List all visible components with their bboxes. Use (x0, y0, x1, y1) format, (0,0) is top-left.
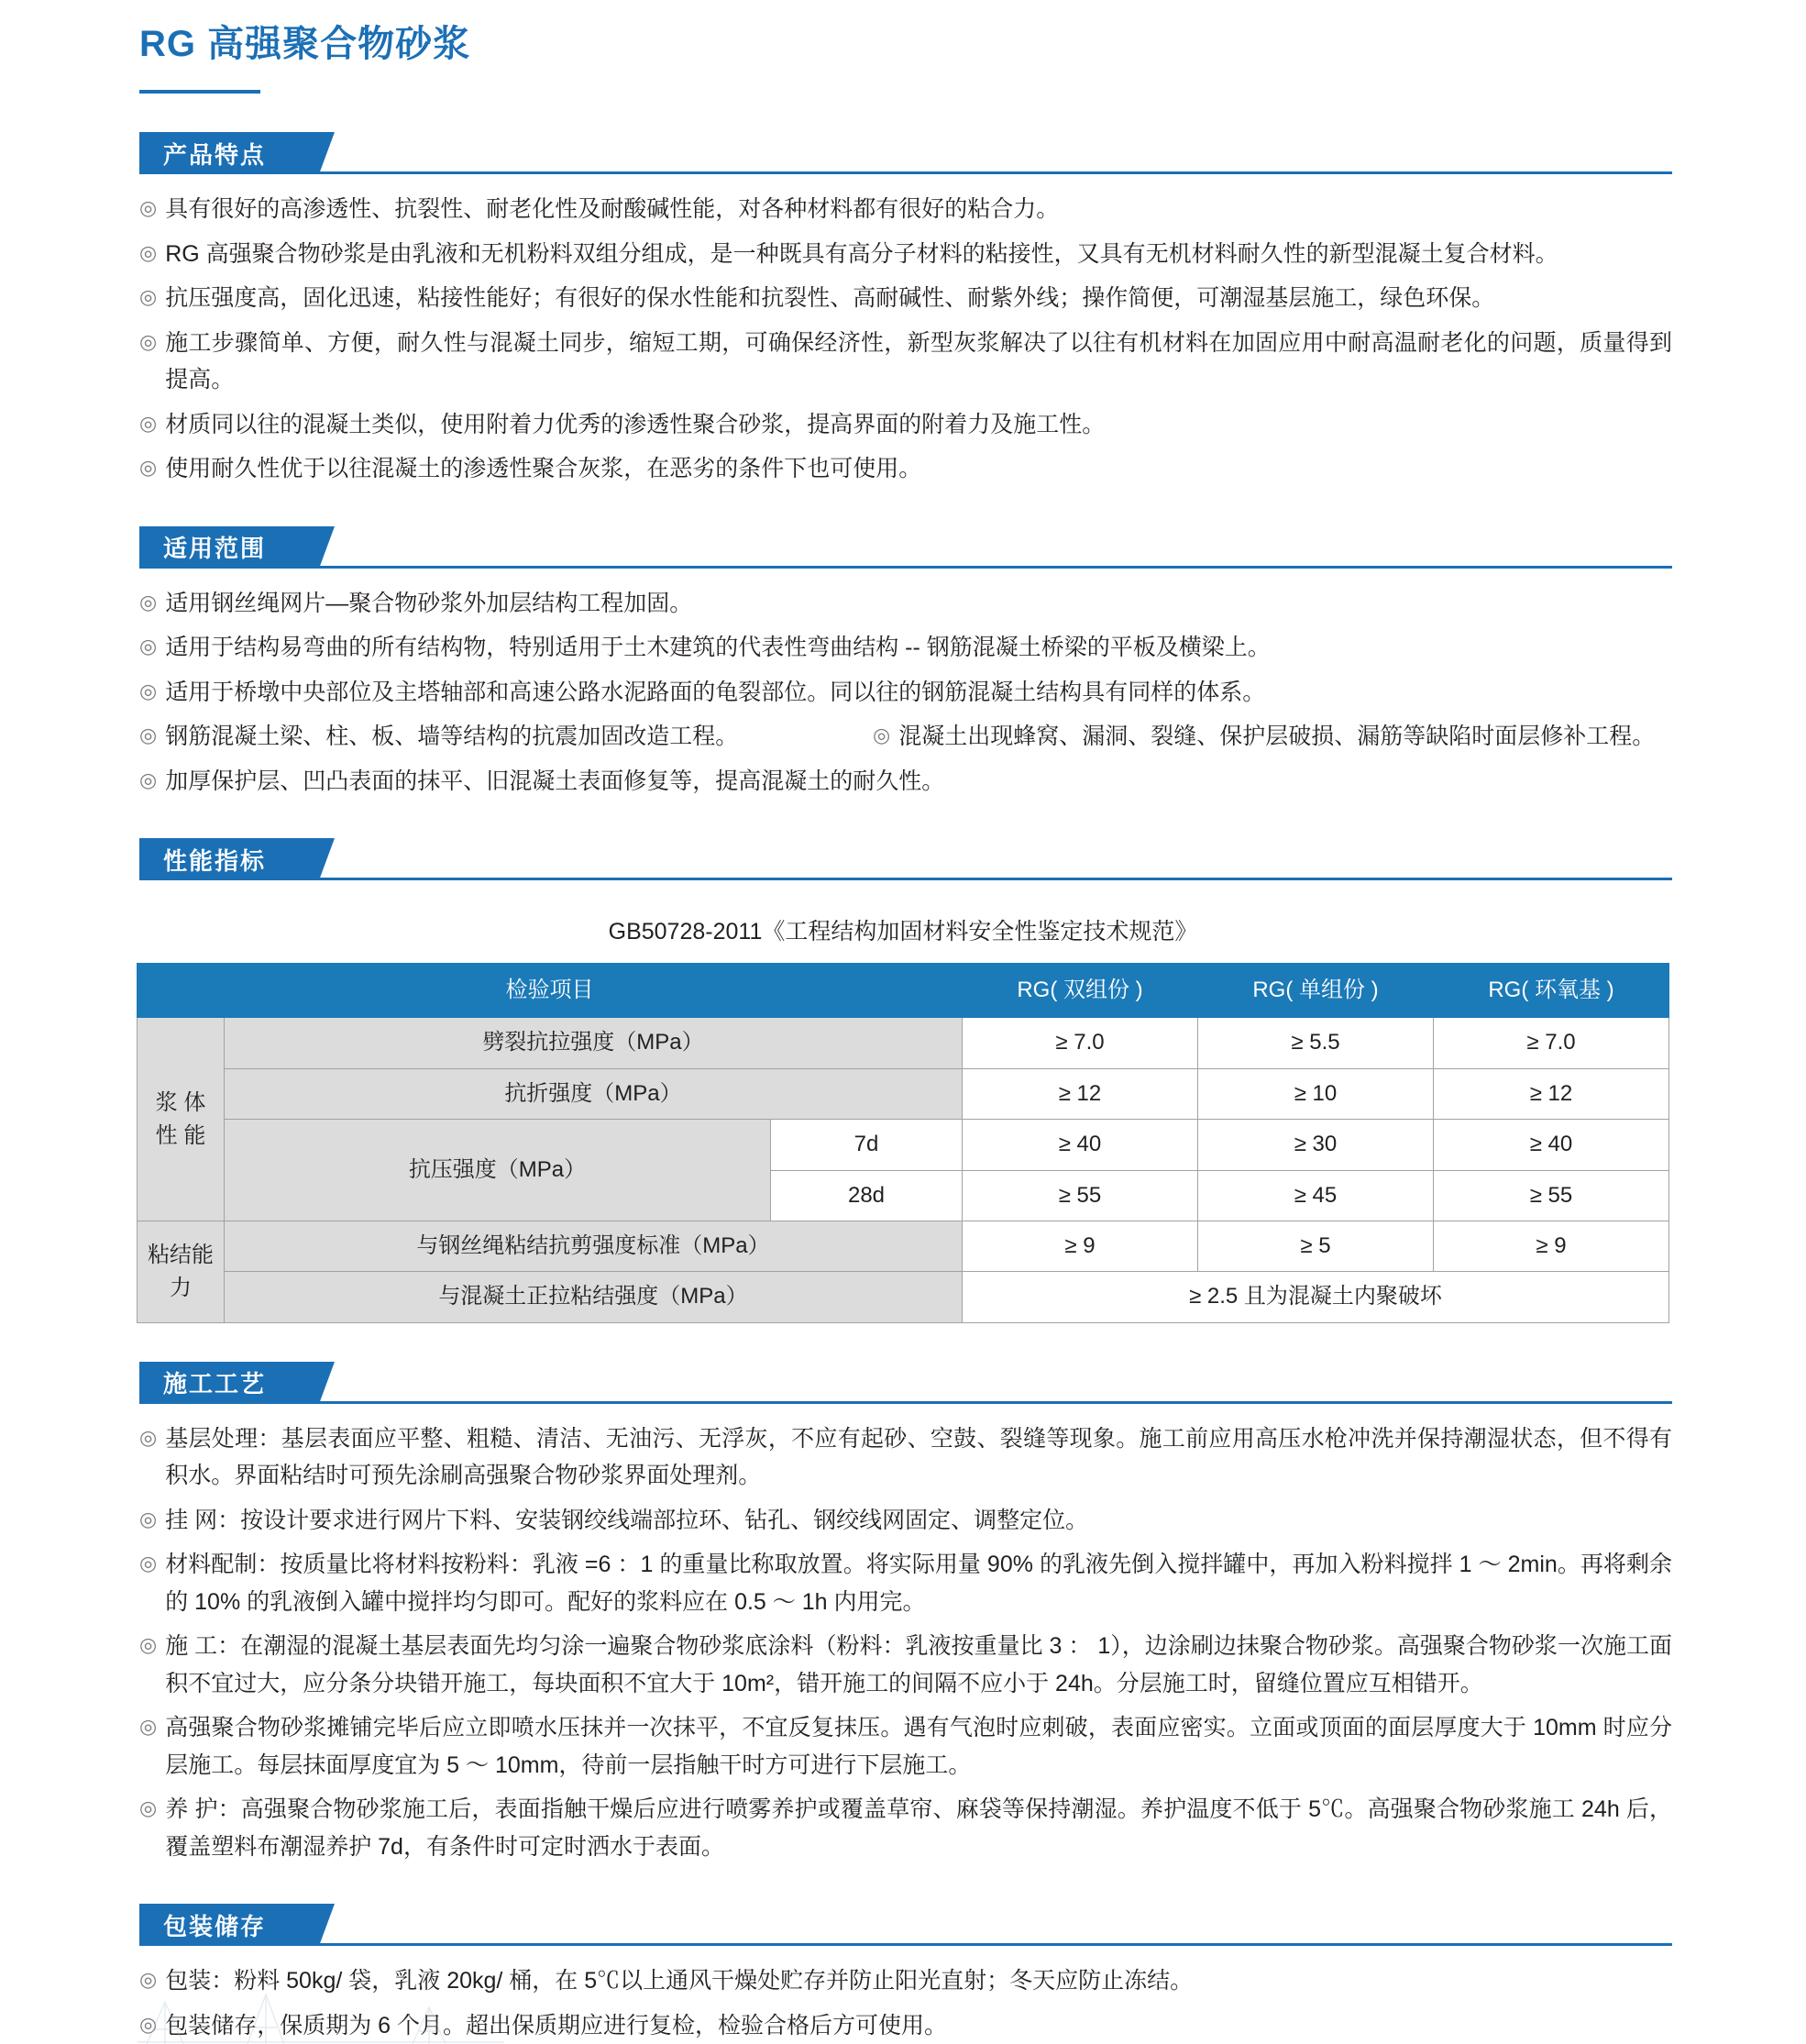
cell-value: ≥ 7.0 (963, 1018, 1198, 1068)
list-item (139, 674, 1672, 712)
row-label: 与混凝土正拉粘结强度（MPa） (225, 1272, 963, 1322)
list-item (139, 1502, 1672, 1540)
cell-value: ≥ 7.0 (1434, 1018, 1669, 1068)
scope-list (139, 585, 1672, 801)
row-label: 与钢丝绳粘结抗剪强度标准（MPa） (225, 1221, 963, 1271)
row-sub-label: 28d (771, 1170, 963, 1221)
section-construction-process (0, 1362, 1806, 1866)
list-item-text: 包装：粉料 50kg/ 袋，乳液 20kg/ 桶，在 5℃以上通风干燥处贮存并防止阳光直射；冬天应防止冻结。 (165, 1968, 1194, 1994)
bullet-icon: ◎ (139, 2012, 158, 2036)
list-item (139, 1546, 1672, 1620)
list-item-text: 包装储存，保质期为 6 个月。超出保质期应进行复检，检验合格后方可使用。 (165, 2012, 948, 2038)
list-item (139, 718, 873, 756)
bullet-icon: ◎ (139, 1552, 158, 1575)
page-title: RG 高强聚合物砂浆 (139, 24, 471, 64)
section-performance-index (0, 838, 1806, 1323)
column-header-two-component: RG( 双组份 ) (963, 964, 1198, 1018)
cell-value: ≥ 45 (1198, 1170, 1434, 1221)
table-row (138, 1272, 1669, 1322)
table-row (138, 1068, 1669, 1119)
bullet-icon: ◎ (139, 240, 158, 264)
list-item (139, 450, 1672, 488)
list-item (139, 763, 1672, 801)
bullet-icon: ◎ (873, 724, 891, 746)
packaging-list (139, 1962, 1672, 2044)
list-item (139, 2007, 1672, 2044)
column-header-one-component: RG( 单组份 ) (1198, 964, 1434, 1018)
bullet-icon: ◎ (139, 329, 158, 353)
section-rule (139, 566, 1672, 569)
list-item-text: 养 护：高强聚合物砂浆施工后，表面指触干燥后应进行喷雾养护或覆盖草帘、麻袋等保持潮湿。养护温度不低于 5℃。高强聚合物砂浆施工 24h 后，覆盖塑料布潮湿养护 7d，有条件时可定时洒水于表面。 (165, 1796, 1672, 1860)
section-header (139, 838, 1672, 880)
row-group-slurry: 浆 体 性 能 (138, 1018, 225, 1221)
bullet-icon: ◎ (139, 590, 158, 613)
section-title: 产品特点 (139, 132, 319, 174)
list-item-text: 具有很好的高渗透性、抗裂性、耐老化性及耐酸碱性能，对各种材料都有很好的粘合力。 (165, 196, 1060, 222)
list-item (139, 1628, 1672, 1702)
cell-value: ≥ 12 (963, 1068, 1198, 1119)
cell-value: ≥ 55 (963, 1170, 1198, 1221)
bullet-icon: ◎ (139, 1968, 158, 1992)
table-header-row (138, 964, 1669, 1018)
list-item (139, 280, 1672, 317)
section-rule (139, 1401, 1672, 1404)
section-rule (139, 1943, 1672, 1946)
title-underline (139, 90, 260, 94)
cell-value: ≥ 55 (1434, 1170, 1669, 1221)
section-title: 性能指标 (139, 838, 319, 880)
section-title: 施工工艺 (139, 1362, 319, 1404)
bullet-icon: ◎ (139, 768, 158, 791)
table-row (138, 1221, 1669, 1271)
section-product-features (0, 132, 1806, 488)
bullet-icon: ◎ (139, 1796, 158, 1820)
bullet-icon: ◎ (139, 196, 158, 219)
row-sub-label: 7d (771, 1120, 963, 1170)
cell-value: ≥ 9 (1434, 1221, 1669, 1271)
list-item-text: 基层处理：基层表面应平整、粗糙、清洁、无油污、无浮灰，不应有起砂、空鼓、裂缝等现象。施工前应用高压水枪冲洗并保持潮湿状态，但不得有积水。界面粘结时可预先涂刷高强聚合物砂浆界面处理剂。 (165, 1425, 1672, 1489)
list-item-text: 材质同以往的混凝土类似，使用附着力优秀的渗透性聚合砂浆，提高界面的附着力及施工性。 (165, 411, 1106, 437)
list-item (139, 1420, 1672, 1495)
list-item (139, 1709, 1672, 1784)
section-title: 适用范围 (139, 526, 319, 569)
list-item-text: 高强聚合物砂浆摊铺完毕后应立即喷水压抹并一次抹平，不宜反复抹压。遇有气泡时应刺破，表面应密实。立面或顶面的面层厚度大于 10mm 时应分层施工。每层抹面厚度宜为 5 ～ 10mm，待前一层指触干时方可进行下层施工。 (165, 1715, 1672, 1778)
cell-value: ≥ 40 (1434, 1120, 1669, 1170)
list-item-text: 抗压强度高，固化迅速，粘接性能好；有很好的保水性能和抗裂性、高耐碱性、耐紫外线；操作简便，可潮湿基层施工，绿色环保。 (165, 285, 1495, 311)
section-header (139, 1904, 1672, 1946)
bullet-icon: ◎ (139, 1507, 158, 1530)
section-rule (139, 878, 1672, 880)
section-header (139, 132, 1672, 174)
row-label: 劈裂抗拉强度（MPa） (225, 1018, 963, 1068)
bullet-icon: ◎ (139, 635, 158, 657)
row-group-bonding: 粘结能力 (138, 1221, 225, 1322)
bullet-icon: ◎ (139, 285, 158, 308)
table-row (138, 1120, 1669, 1170)
cell-value: ≥ 5 (1198, 1221, 1434, 1271)
row-label: 抗压强度（MPa） (225, 1120, 771, 1221)
cell-value: ≥ 5.5 (1198, 1018, 1434, 1068)
section-header (139, 526, 1672, 569)
list-item-text: 施 工：在潮湿的混凝土基层表面先均匀涂一遍聚合物砂浆底涂料（粉料：乳液按重量比 3 ： 1），边涂刷边抹聚合物砂浆。高强聚合物砂浆一次施工面积不宜过大，应分条分块错开施工，每块面积不宜大于 10m²，错开施工的间隔不应小于 24h。分层施工时，留缝位置应互相错开。 (165, 1633, 1672, 1696)
bullet-icon: ◎ (139, 679, 158, 702)
bullet-icon: ◎ (139, 411, 158, 435)
feature-list (139, 191, 1672, 488)
list-item (873, 718, 1672, 756)
standard-reference: GB50728-2011《工程结构加固材料安全性鉴定技术规范》 (608, 919, 1198, 945)
cell-value: ≥ 40 (963, 1120, 1198, 1170)
column-header-epoxy: RG( 环氧基 ) (1434, 964, 1669, 1018)
cell-value: ≥ 2.5 且为混凝土内聚破坏 (963, 1272, 1669, 1322)
cell-value: ≥ 10 (1198, 1068, 1434, 1119)
bullet-icon: ◎ (139, 1633, 158, 1657)
list-item-text: 适用于结构易弯曲的所有结构物，特别适用于土木建筑的代表性弯曲结构 -- 钢筋混凝土桥梁的平板及横梁上。 (165, 635, 1271, 660)
performance-table (137, 963, 1669, 1323)
list-item-text: 材料配制：按质量比将材料按粉料：乳液 =6 ：1 的重量比称取放置。将实际用量 90% 的乳液先倒入搅拌罐中，再加入粉料搅拌 1 ～ 2min。再将剩余的 10% 的乳液倒入罐中搅拌均匀即可。配好的浆料应在 0.5 ～ 1h 内用完。 (165, 1552, 1672, 1615)
bullet-icon: ◎ (139, 1715, 158, 1739)
section-title: 包装储存 (139, 1904, 319, 1946)
list-item-text: 适用于桥墩中央部位及主塔轴部和高速公路水泥路面的龟裂部位。同以往的钢筋混凝土结构具有同样的体系。 (165, 679, 1266, 705)
list-item (139, 629, 1672, 667)
list-item-text: 使用耐久性优于以往混凝土的渗透性聚合灰浆，在恶劣的条件下也可使用。 (165, 456, 922, 481)
cell-value: ≥ 12 (1434, 1068, 1669, 1119)
row-label: 抗折强度（MPa） (225, 1068, 963, 1119)
column-header-item: 检验项目 (138, 964, 963, 1018)
bullet-icon: ◎ (139, 724, 158, 746)
list-item (139, 236, 1672, 273)
list-item-text: 施工步骤简单、方便，耐久性与混凝土同步，缩短工期，可确保经济性，新型灰浆解决了以往有机材料在加固应用中耐高温耐老化的问题，质量得到提高。 (165, 329, 1672, 392)
list-item (139, 406, 1672, 444)
list-item-pair (139, 718, 1672, 756)
list-item (139, 1791, 1672, 1865)
list-item-text: RG 高强聚合物砂浆是由乳液和无机粉料双组分组成，是一种既具有高分子材料的粘接性，又具有无机材料耐久性的新型混凝土复合材料。 (165, 240, 1558, 267)
list-item-text: 加厚保护层、凹凸表面的抹平、旧混凝土表面修复等，提高混凝土的耐久性。 (165, 768, 945, 794)
section-header (139, 1362, 1672, 1404)
list-item (139, 1962, 1672, 2000)
list-item-text: 挂 网：按设计要求进行网片下料、安装钢绞线端部拉环、钻孔、钢绞线网固定、调整定位。 (165, 1507, 1089, 1533)
list-item-text: 混凝土出现蜂窝、漏洞、裂缝、保护层破损、漏筋等缺陷时面层修补工程。 (898, 724, 1656, 749)
section-packaging-storage (0, 1904, 1806, 2044)
bullet-icon: ◎ (139, 456, 158, 479)
list-item-text: 钢筋混凝土梁、柱、板、墙等结构的抗震加固改造工程。 (165, 724, 739, 749)
construction-list (139, 1420, 1672, 1866)
list-item (139, 325, 1672, 399)
list-item-text: 适用钢丝绳网片—聚合物砂浆外加层结构工程加固。 (165, 590, 693, 616)
list-item (139, 585, 1672, 623)
table-row (138, 1018, 1669, 1068)
section-rule (139, 171, 1672, 174)
bullet-icon: ◎ (139, 1425, 158, 1449)
cell-value: ≥ 9 (963, 1221, 1198, 1271)
cell-value: ≥ 30 (1198, 1120, 1434, 1170)
list-item (139, 191, 1672, 228)
section-application-scope (0, 526, 1806, 801)
